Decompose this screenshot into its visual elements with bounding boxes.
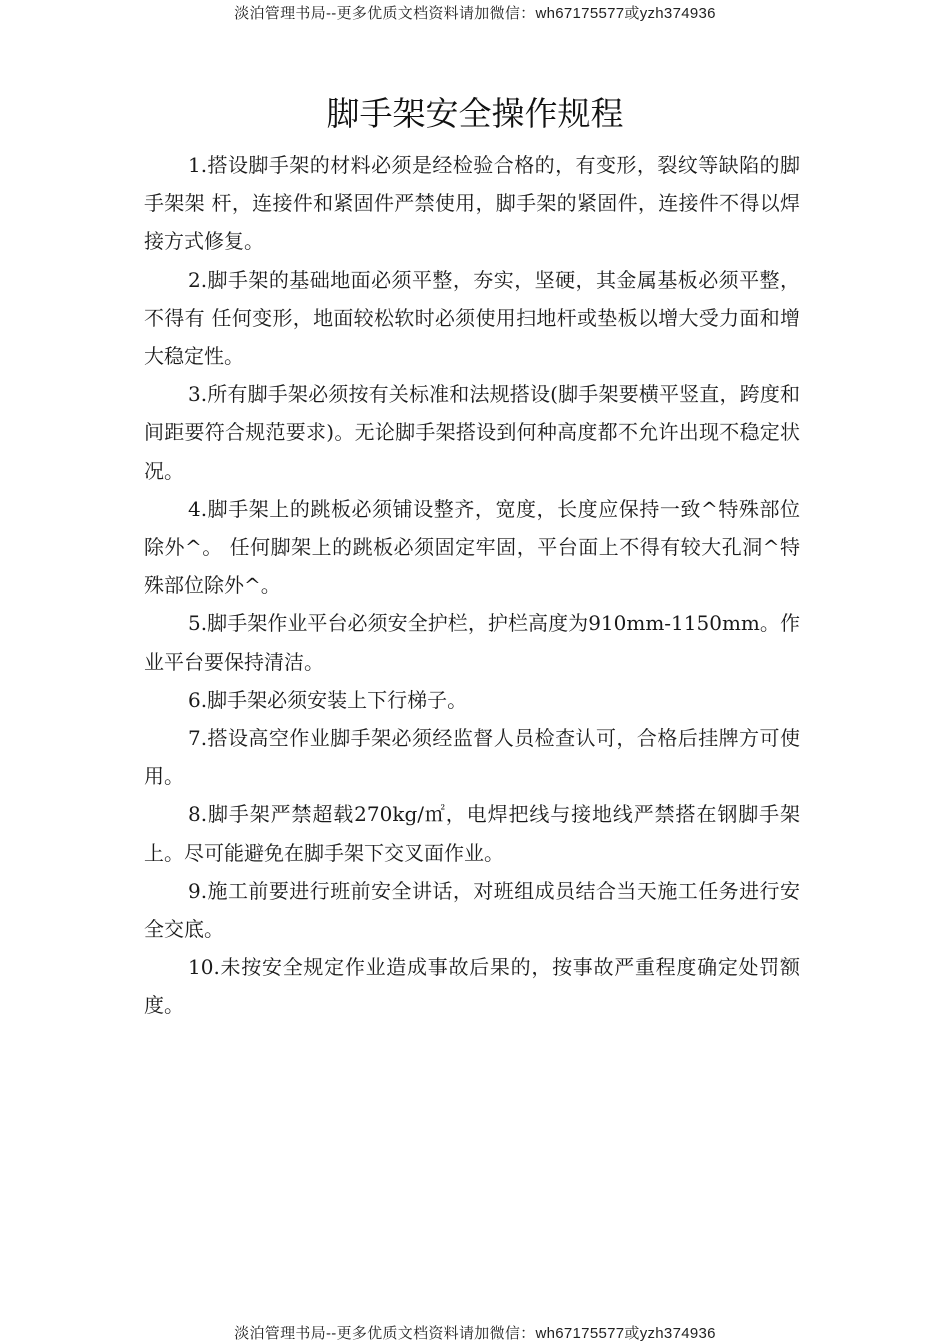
paragraph-3: 3.所有脚手架必须按有关标准和法规搭设(脚手架要横平竖直，跨度和间距要符合规范要求)。无论脚手架搭设到何种高度都不允许出现不稳定状况。	[144, 382, 800, 483]
paragraph-4: 4.脚手架上的跳板必须铺设整齐，宽度，长度应保持一致^特殊部位除外^。 任何脚架上的跳板必须固定牢固，平台面上不得有较大孔洞^特殊部位除外^。	[144, 496, 800, 598]
footer-watermark: 淡泊管理书局--更多优质文档资料请加微信：wh67175577或yzh374936	[234, 1325, 716, 1342]
paragraph-10: 10.未按安全规定作业造成事故后果的，按事故严重程度确定处罚额度。	[144, 955, 800, 1018]
document-body	[144, 146, 800, 1025]
header-watermark: 淡泊管理书局--更多优质文档资料请加微信：wh67175577或yzh374936	[234, 5, 716, 22]
paragraph-8: 8.脚手架严禁超载270kg/㎡，电焊把线与接地线严禁搭在钢脚手架上。尽可能避免在脚手架下交叉面作业。	[144, 802, 800, 865]
paragraph-2: 2.脚手架的基础地面必须平整，夯实，坚硬，其金属基板必须平整，不得有 任何变形，地面较松软时必须使用扫地杆或垫板以增大受力面和增大稳定性。	[144, 267, 800, 369]
paragraph-1: 1.搭设脚手架的材料必须是经检验合格的，有变形，裂纹等缺陷的脚手架架 杆，连接件和紧固件严禁使用，脚手架的紧固件，连接件不得以焊接方式修复。	[144, 153, 800, 254]
paragraph-6: 6.脚手架必须安装上下行梯子。	[188, 687, 468, 712]
paragraph-9: 9.施工前要进行班前安全讲话，对班组成员结合当天施工任务进行安全交底。	[144, 878, 800, 942]
paragraph-5: 5.脚手架作业平台必须安全护栏，护栏高度为910mm-1150mm。作业平台要保持清洁。	[144, 611, 800, 674]
document-title: 脚手架安全操作规程	[326, 94, 624, 133]
paragraph-7: 7.搭设高空作业脚手架必须经监督人员检查认可，合格后挂牌方可使用。	[144, 726, 800, 789]
